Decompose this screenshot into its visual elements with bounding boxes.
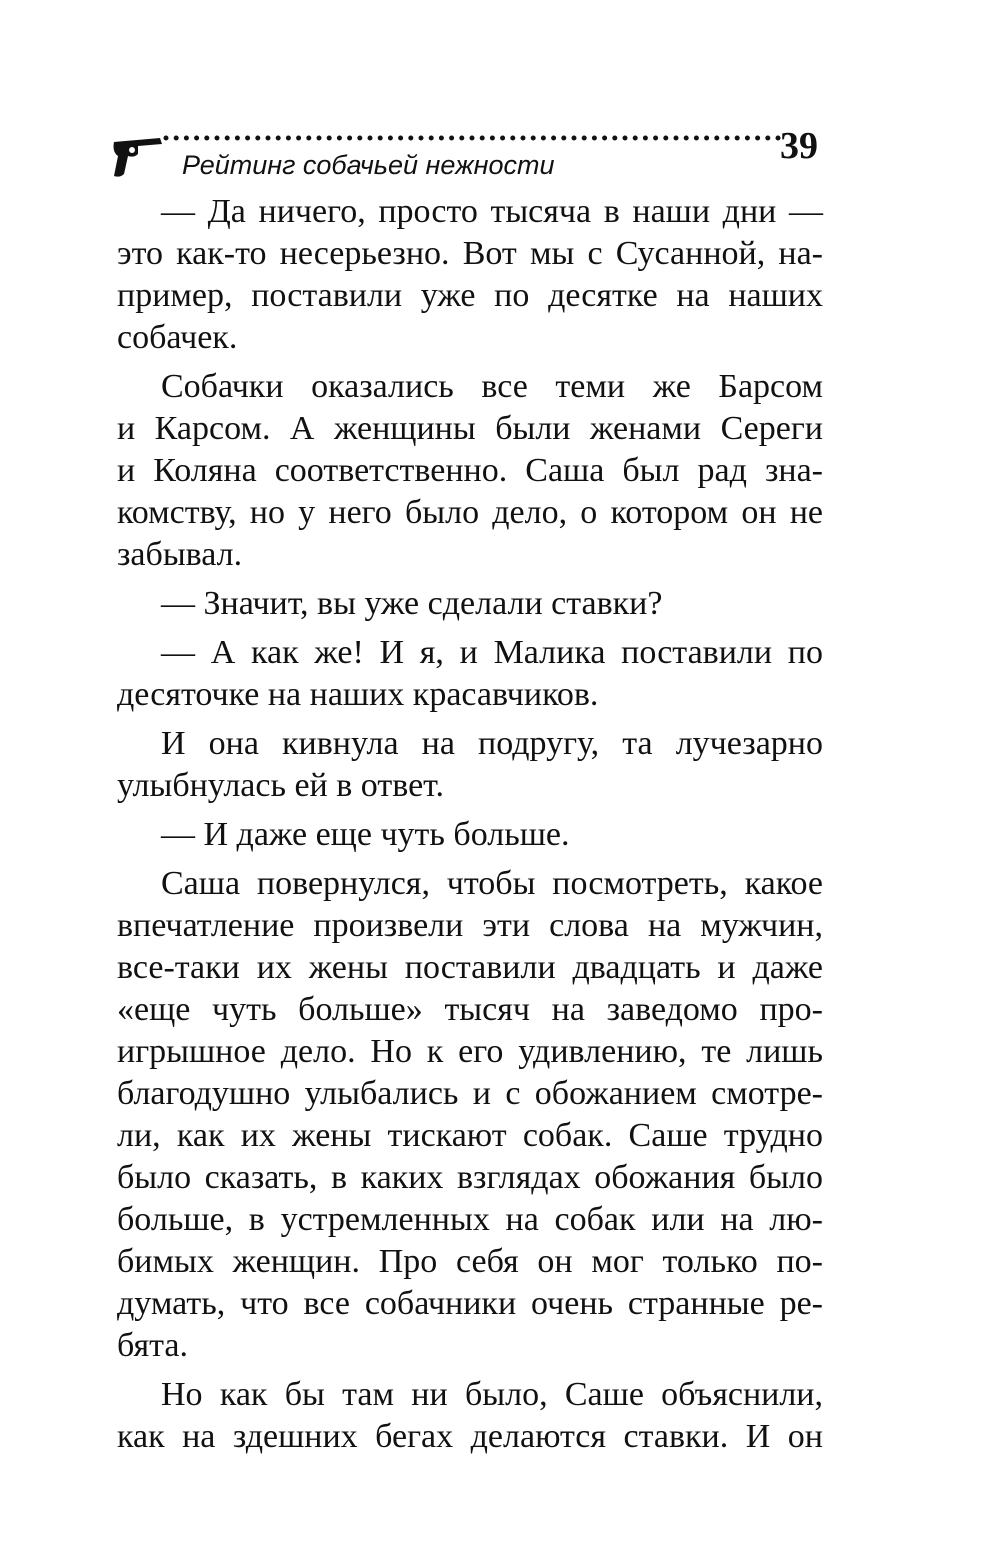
paragraph: [117, 723, 823, 807]
text-line: благодушно улыбались и с обожанием смотре-: [117, 1075, 823, 1112]
text-line: комству, но у него было дело, о котором он не: [117, 494, 823, 531]
text-line: пример, поставили уже по десятке на наших: [117, 277, 823, 314]
paragraph: [117, 814, 823, 856]
text-line: — А как же! И я, и Малика поставили по: [161, 634, 823, 671]
revolver-icon: [108, 128, 168, 188]
text-line: — И даже еще чуть больше.: [161, 816, 570, 853]
text-line: — Значит, вы уже сделали ставки?: [161, 585, 663, 622]
text-line: было сказать, в каких взглядах обожания было: [117, 1159, 823, 1196]
text-line: как на здешних бегах делаются ставки. И он: [117, 1418, 823, 1455]
text-line: Саша повернулся, чтобы посмотреть, какое: [161, 865, 823, 902]
text-line: ли, как их жены тискают собак. Саше трудно: [117, 1117, 823, 1154]
text-line: собачек.: [117, 319, 238, 356]
paragraph: [117, 632, 823, 716]
text-line: впечатление произвели эти слова на мужчин,: [117, 907, 823, 944]
paragraph: [117, 191, 823, 359]
running-title: Рейтинг собачьей нежности: [182, 150, 555, 180]
text-line: игрышное дело. Но к его удивлению, те лишь: [117, 1033, 823, 1070]
text-line: все-таки их жены поставили двадцать и даже: [117, 949, 823, 986]
paragraph: [117, 863, 823, 1367]
text-line: бята.: [117, 1327, 188, 1364]
page-number: 39: [780, 125, 818, 167]
text-line: и Коляна соответственно. Саша был рад зна-: [117, 452, 823, 489]
text-line: думать, что все собачники очень странные ре-: [117, 1285, 823, 1322]
text-line: и Карсом. А женщины были женами Сереги: [117, 410, 823, 447]
text-line: Собачки оказались все теми же Барсом: [161, 368, 823, 405]
text-line: «еще чуть больше» тысяч на заведомо про-: [117, 991, 823, 1028]
page-header: [108, 118, 828, 188]
text-line: Но как бы там ни было, Саше объяснили,: [161, 1376, 823, 1413]
paragraph: [117, 1374, 823, 1458]
text-line: бимых женщин. Про себя он мог только по-: [117, 1243, 823, 1280]
body-text: [117, 191, 823, 1458]
paragraph: [117, 583, 823, 625]
text-line: забывал.: [117, 536, 243, 573]
paragraph: [117, 366, 823, 576]
text-line: И она кивнула на подругу, та лучезарно: [161, 725, 823, 762]
text-line: десяточке на наших красавчиков.: [117, 676, 599, 713]
text-line: больше, в устремленных на собак или на лю-: [117, 1201, 823, 1238]
text-line: улыбнулась ей в ответ.: [117, 767, 444, 804]
text-line: это как-то несерьезно. Вот мы с Сусанной, на-: [117, 235, 823, 272]
text-line: — Да ничего, просто тысяча в наши дни —: [161, 193, 823, 230]
